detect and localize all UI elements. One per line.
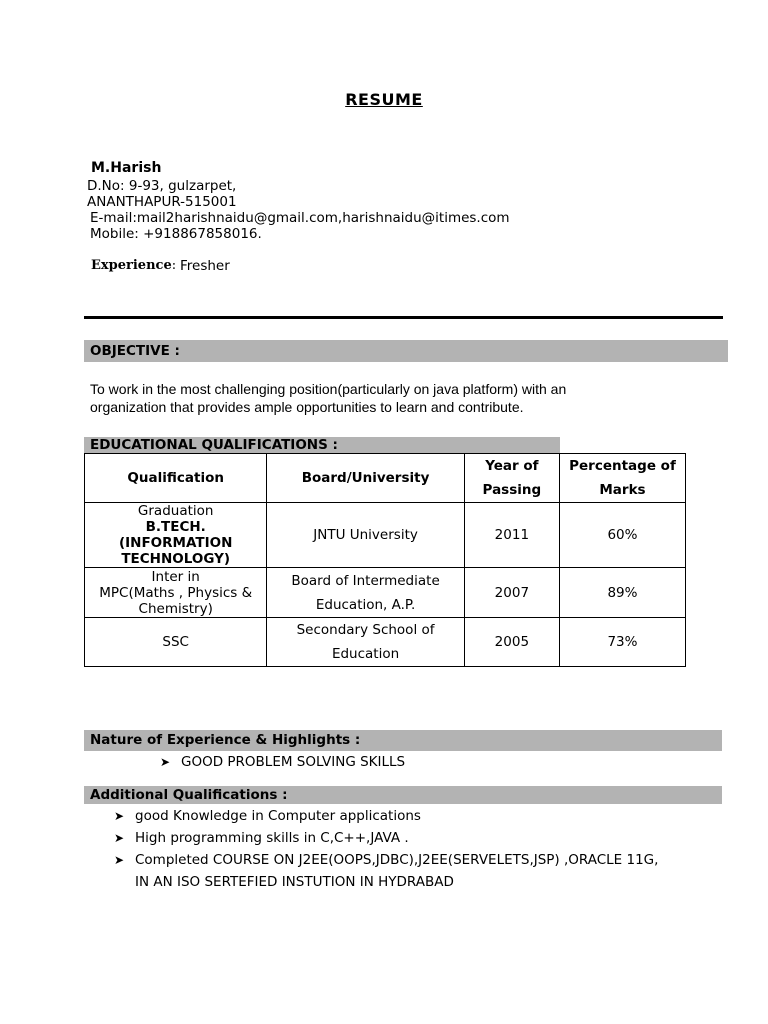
qualification-cell: SSC: [85, 618, 267, 667]
experience-value: Fresher: [180, 258, 230, 274]
experience-label: Experience:: [91, 258, 177, 273]
section-divider: [84, 316, 723, 319]
objective-line-2: organization that provides ample opportunities to learn and contribute.: [90, 399, 524, 415]
qualification-cell: Graduation B.TECH. (INFORMATION TECHNOLOGY): [85, 503, 267, 568]
percentage-cell: 89%: [559, 568, 685, 618]
board-cell: Secondary School of Education: [267, 618, 464, 667]
address-line-2: ANANTHAPUR-515001: [87, 194, 237, 210]
table-row: [85, 503, 686, 568]
email-text: E-mail:mail2harishnaidu@gmail.com,harishnaidu@itimes.com: [90, 210, 510, 226]
year-cell: 2007: [464, 568, 559, 618]
header-qualification: Qualification: [85, 454, 267, 503]
education-table: [84, 453, 686, 667]
year-cell: 2011: [464, 503, 559, 568]
board-cell: JNTU University: [267, 503, 464, 568]
arrow-bullet-icon: ➤: [160, 755, 171, 769]
qualification-cell: Inter in MPC(Maths , Physics & Chemistry): [85, 568, 267, 618]
additional-heading: Additional Qualifications :: [84, 786, 722, 804]
table-header-row: [85, 454, 686, 503]
objective-text: [90, 380, 650, 416]
arrow-bullet-icon: ➤: [114, 831, 125, 845]
year-cell: 2005: [464, 618, 559, 667]
header-percentage: Percentage of Marks: [559, 454, 685, 503]
board-cell: Board of Intermediate Education, A.P.: [267, 568, 464, 618]
nature-heading: Nature of Experience & Highlights :: [84, 730, 722, 751]
header-board: Board/University: [267, 454, 464, 503]
objective-heading: OBJECTIVE :: [84, 340, 728, 362]
address-line-1: D.No: 9-93, gulzarpet,: [87, 178, 237, 194]
objective-line-1: To work in the most challenging position(particularly on java platform) with an: [90, 381, 567, 397]
percentage-cell: 73%: [559, 618, 685, 667]
mobile-text: Mobile: +918867858016.: [90, 226, 262, 242]
table-row: [85, 618, 686, 667]
arrow-bullet-icon: ➤: [114, 809, 125, 823]
page-title: RESUME: [345, 90, 423, 109]
header-year: Year of Passing: [464, 454, 559, 503]
arrow-bullet-icon: ➤: [114, 853, 125, 867]
table-row: [85, 568, 686, 618]
education-heading: EDUCATIONAL QUALIFICATIONS :: [84, 437, 560, 454]
candidate-name: M.Harish: [91, 160, 162, 176]
list-item-continuation: IN AN ISO SERTEFIED INSTUTION IN HYDRABAD: [135, 874, 454, 890]
percentage-cell: 60%: [559, 503, 685, 568]
